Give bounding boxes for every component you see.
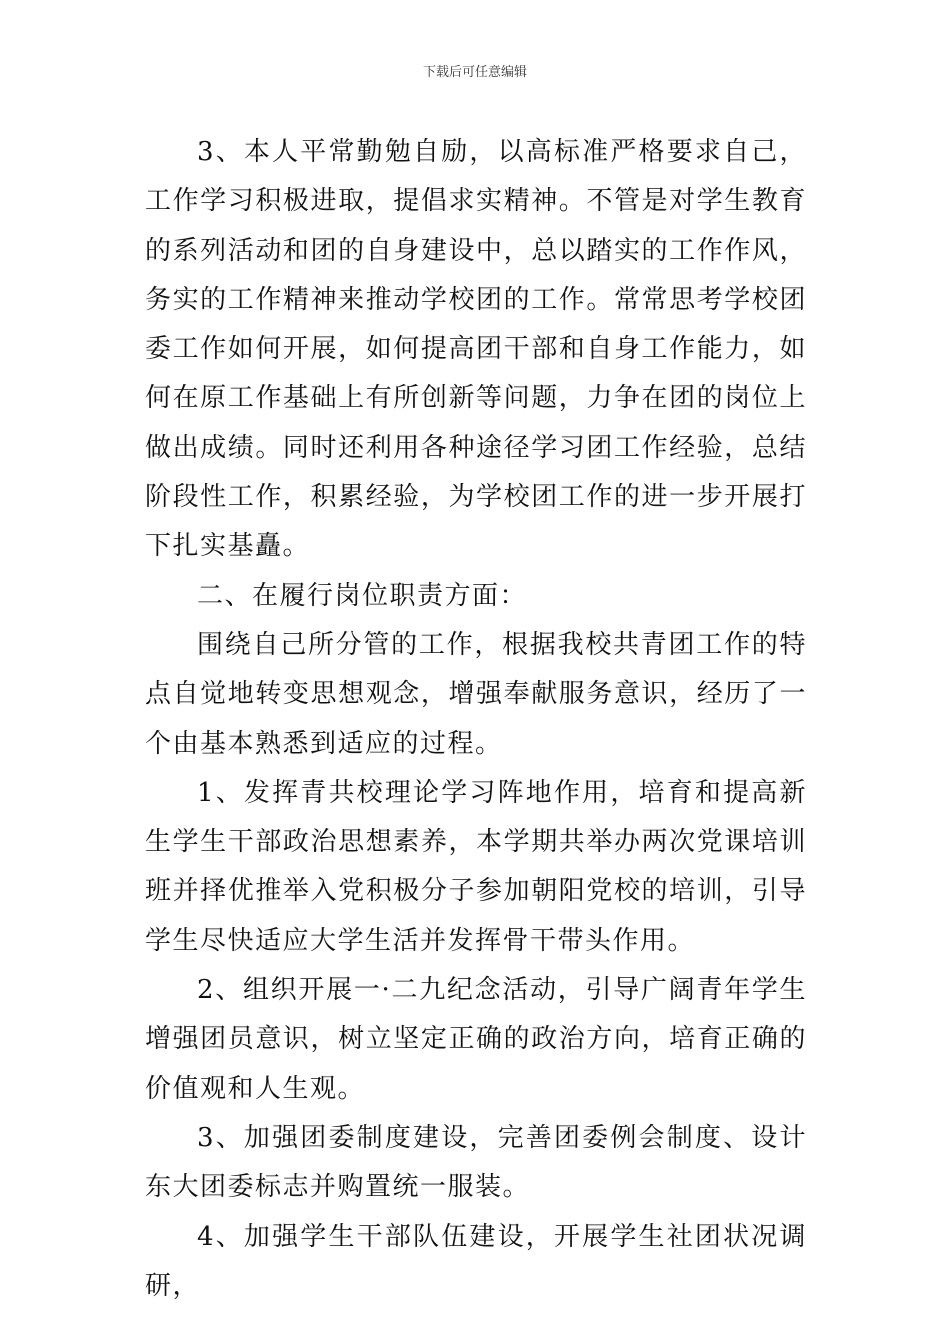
paragraph-item-2: 2、组织开展一·二九纪念活动，引导广阔青年学生增强团员意识，树立坚定正确的政治方向，培育正确的价值观和人生观。	[145, 975, 807, 1104]
document-body	[145, 128, 807, 1311]
section-heading-duties: 二、在履行岗位职责方面：	[197, 580, 528, 611]
page-header: 下载后可任意编辑	[422, 65, 527, 80]
paragraph-duties-intro: 围绕自己所分管的工作，根据我校共青团工作的特点自觉地转变思想观念，增强奉献服务意识，经历了一个由基本熟悉到适应的过程。	[145, 629, 807, 759]
paragraph-item-1: 1、发挥青共校理论学习阵地作用，培育和提高新生学生干部政治思想素养，本学期共举办两次党课培训班并择优推举入党积极分子参加朝阳党校的培训，引导学生尽快适应大学生活并发挥骨干带头作用。	[145, 777, 807, 956]
paragraph-item-4: 4、加强学生干部队伍建设，开展学生社团状况调研，	[145, 1221, 807, 1301]
paragraph-self-discipline: 3、本人平常勤勉自励，以高标准严格要求自己，工作学习积极进取，提倡求实精神。不管是对学生教育的系列活动和团的自身建设中，总以踏实的工作作风，务实的工作精神来推动学校团的工作。常常思考学校团委工作如何开展，如何提高团干部和自身工作能力，如何在原工作基础上有所创新等问题，力争在团的岗位上做出成绩。同时还利用各种途径学习团工作经验，总结阶段性工作，积累经验，为学校团工作的进一步开展打下扎实基矗。	[145, 137, 807, 562]
paragraph-item-3: 3、加强团委制度建设，完善团委例会制度、设计东大团委标志并购置统一服装。	[145, 1122, 807, 1203]
